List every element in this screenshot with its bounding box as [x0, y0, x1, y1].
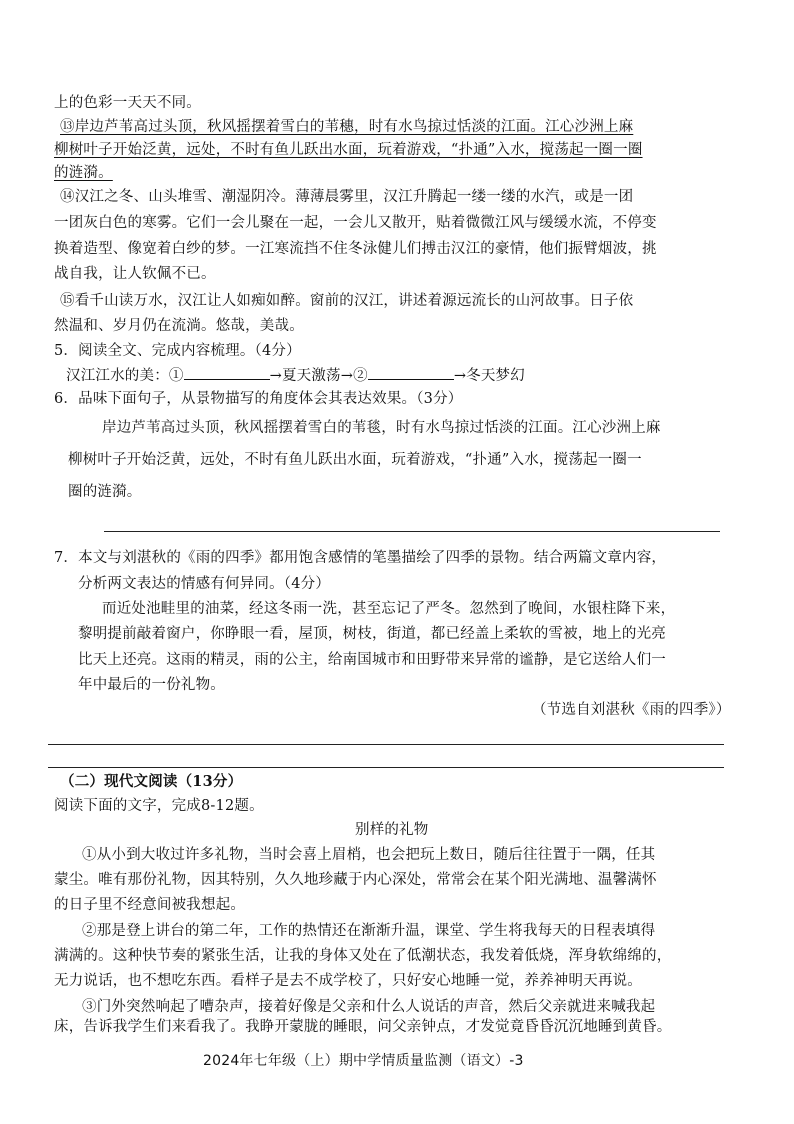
q5-arrow-2: →冬天梦幻 — [453, 368, 525, 384]
article-p1-line2: 蒙尘。唯有那份礼物，因其特别，久久地珍藏于内心深处，常常会在某个阳光满地、温馨满怀 — [54, 872, 657, 888]
q5-lead: 汉江江水的美：① — [66, 368, 184, 384]
article-p3-line2: 床，告诉我学生们来看我了。我睁开蒙胧的睡眼，问父亲钟点，才发觉竟昏昏沉沉地睡到黄昏。 — [54, 1019, 672, 1035]
article-p1-line3: 的日子里不经意间被我想起。 — [54, 897, 246, 913]
q5-arrow-1: →夏天激荡→② — [269, 368, 368, 384]
article-title: 别样的礼物 — [355, 822, 429, 838]
q6-prompt: 6．品味下面句子，从景物描写的角度体会其表达效果。（3分） — [54, 391, 463, 407]
p13-line1: ⑬岸边芦苇高过头顶，秋风摇摆着雪白的苇穗，时有水鸟掠过恬淡的江面。江心沙洲上麻 — [60, 119, 634, 135]
article-p2-line3: 无力说话，也不想吃东西。看样子是去不成学校了，只好安心地睡一觉，养养神明天再说。 — [54, 973, 642, 989]
q5-blank-2[interactable] — [368, 365, 454, 380]
page-footer: 2024年七年级（上）期中学情质量监测（语文）-3 — [203, 1053, 524, 1069]
q7-answer-line-2[interactable] — [48, 767, 724, 768]
p13-line3: 的涟漪。 — [54, 165, 113, 181]
q7-source: （节选自刘湛秋《雨的四季》） — [532, 702, 731, 718]
q6-quote-line1: 岸边芦苇高过头顶，秋风摇摆着雪白的苇毯，时有水鸟掠过恬淡的江面。江心沙洲上麻 — [102, 420, 661, 436]
p14-line2: 一团灰白色的寒雾。它们一会儿聚在一起，一会儿又散开，贴着微微江风与缓缓水流，不停变 — [54, 215, 657, 231]
section2-instruction: 阅读下面的文字，完成8-12题。 — [54, 798, 264, 814]
q5-flow — [66, 365, 525, 386]
q7-quote-line3: 比天上还亮。这雨的精灵，雨的公主，给南国城市和田野带来异常的谧静，是它送给人们一 — [78, 652, 666, 668]
p15-line1: ⑮看千山读万水，汉江让人如痴如醉。窗前的汉江，讲述着源远流长的山河故事。日子依 — [60, 293, 634, 309]
q6-quote-line3: 圈的涟漪。 — [68, 484, 142, 500]
q7-answer-line-1[interactable] — [48, 744, 724, 745]
q7-quote-line2: 黎明提前敲着窗户，你睁眼一看，屋顶，树枝，街道，都已经盖上柔软的雪被，地上的光亮 — [78, 626, 666, 642]
q7-prompt-line1: 7．本文与刘湛秋的《雨的四季》都用饱含感情的笔墨描绘了四季的景物。结合两篇文章内容， — [54, 550, 667, 566]
p14-line3: 换着造型、像宽着白纱的梦。一江寒流挡不住冬泳健儿们搏击汉江的豪情，他们振臂烟波，挑 — [54, 241, 657, 257]
article-p2-line2: 满满的。这种快节奏的紧张生活，让我的身体又处在了低潮状态，我发着低烧，浑身软绵绵的， — [54, 948, 672, 964]
p12-tail: 上的色彩一天天不同。 — [54, 95, 201, 111]
p14-line4: 战自我，让人钦佩不已。 — [54, 266, 216, 282]
p15-line2: 然温和、岁月仍在流淌。悠哉，美哉。 — [54, 318, 304, 334]
p13-line2: 柳树叶子开始泛黄，远处，不时有鱼儿跃出水面，玩着游戏，“扑通”入水，搅荡起一圈一圈 — [54, 142, 643, 158]
article-p2-line1: ②那是登上讲台的第二年，工作的热情还在渐渐升温，课堂、学生将我每天的日程表填得 — [82, 923, 656, 939]
q7-quote-line4: 年中最后的一份礼物。 — [78, 677, 225, 693]
q7-quote-line1: 而近处池畦里的油菜，经这冬雨一洗，甚至忘记了严冬。忽然到了晚间，水银柱降下来， — [102, 601, 676, 617]
section2-heading: （二）现代文阅读（13分） — [60, 773, 243, 790]
q5-prompt: 5．阅读全文、完成内容梳理。（4分） — [54, 343, 301, 359]
q7-prompt-line2: 分析两文表达的情感有何异同。（4分） — [78, 576, 331, 592]
q6-quote-line2: 柳树叶子开始泛黄，远处，不时有鱼儿跃出水面，玩着游戏，“扑通”入水，搅荡起一圈一 — [68, 452, 642, 468]
article-p1-line1: ①从小到大收过许多礼物，当时会喜上眉梢，也会把玩上数日，随后往往置于一隅，任其 — [82, 847, 656, 863]
q5-blank-1[interactable] — [184, 365, 270, 380]
p14-line1: ⑭汉江之冬、山头堆雪、潮湿阴冷。薄薄晨雾里，汉江升腾起一缕一缕的水汽，或是一团 — [60, 189, 634, 205]
q6-answer-line[interactable] — [104, 531, 720, 532]
article-p3-line1: ③门外突然响起了嘈杂声，接着好像是父亲和什么人说话的声音，然后父亲就进来喊我起 — [82, 999, 656, 1015]
